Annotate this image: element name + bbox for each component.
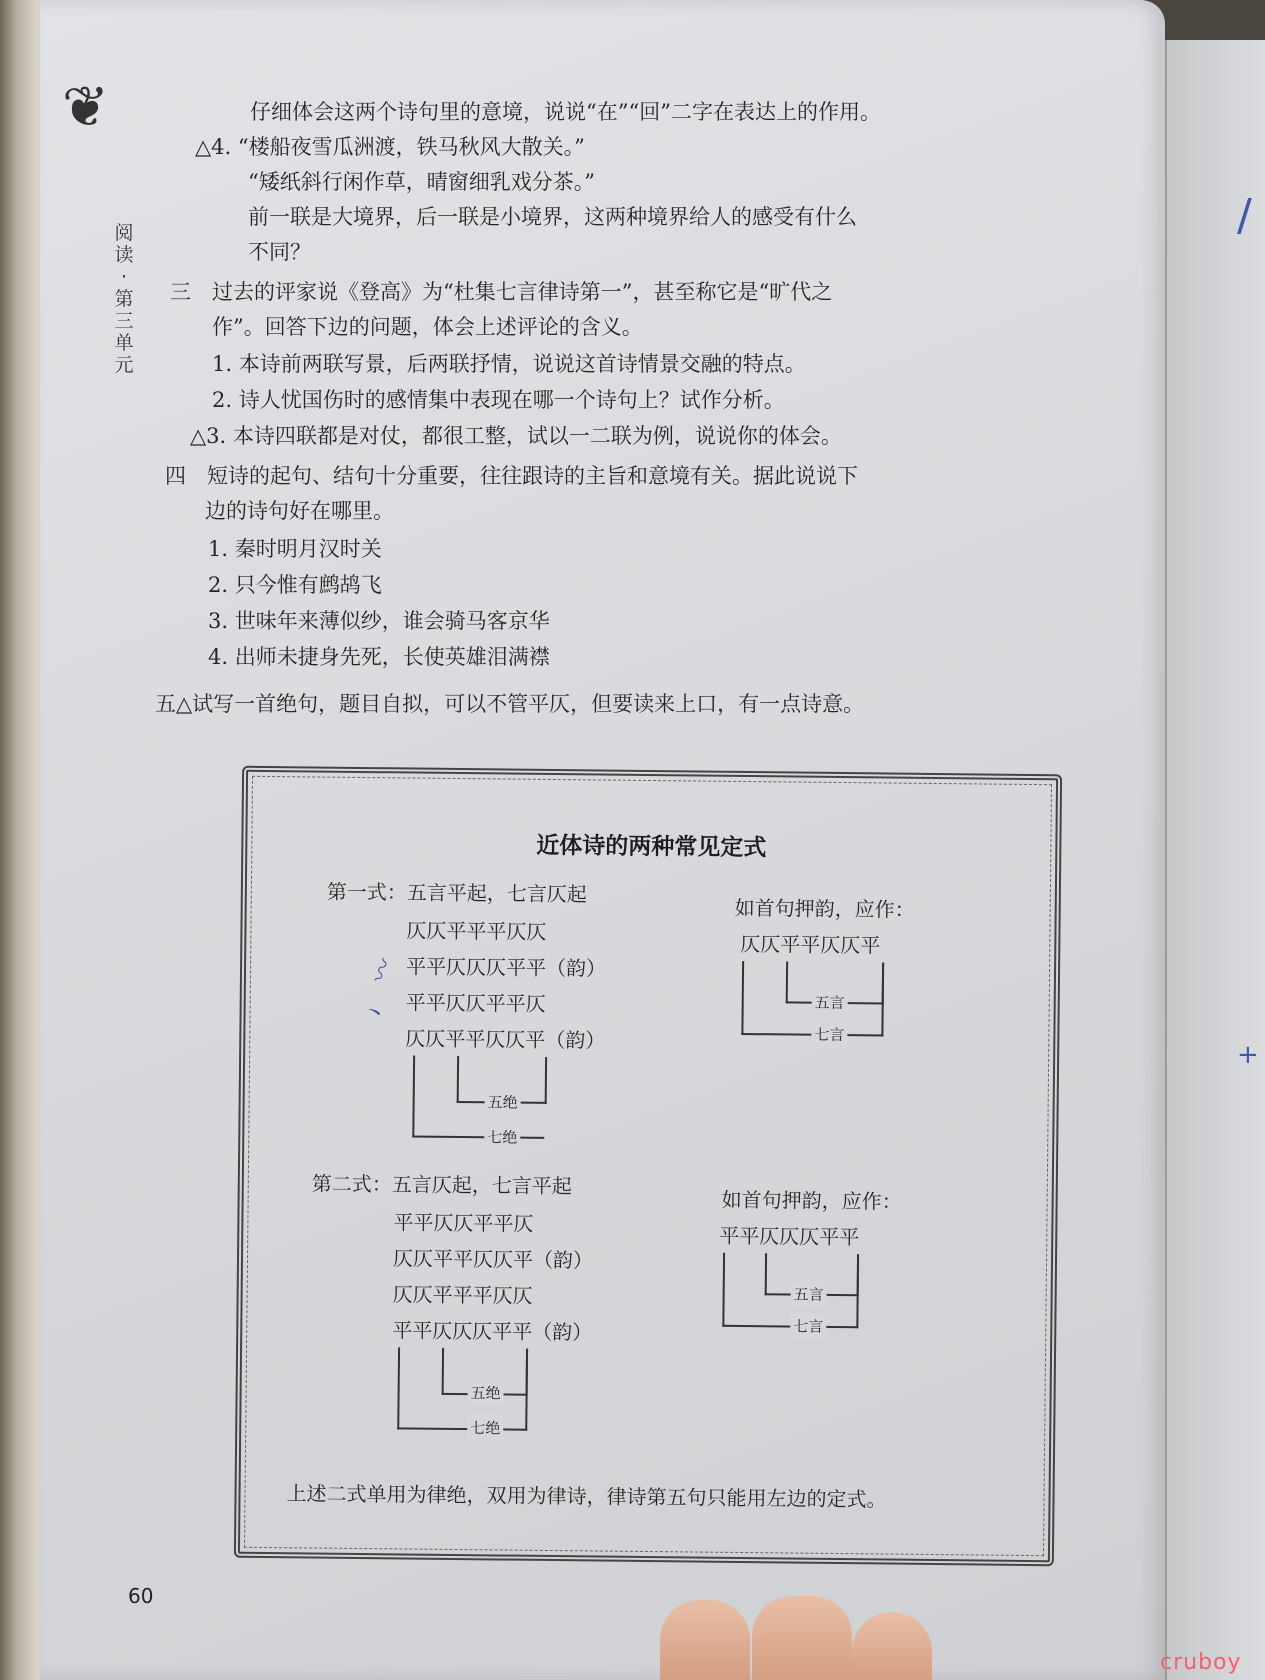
form2-bracket-outer-label: 七绝 — [467, 1415, 503, 1441]
adjacent-page-edge — [1165, 40, 1265, 1680]
form1-alt-line: 仄仄平平仄仄平 — [740, 931, 881, 958]
text-line: △3. 本诗四联都是对仗，都很工整，试以一二联为例，说说你的体会。 — [190, 424, 842, 448]
watermark: cruboy — [1160, 1650, 1242, 1675]
finger-thumb — [660, 1600, 750, 1680]
form1-line: 仄仄平平仄仄平（韵） — [405, 1026, 606, 1053]
handwritten-mark: 丶 — [358, 996, 391, 1032]
form1-alt-inner-label: 五言 — [812, 990, 848, 1016]
text-line: △4. “楼船夜雪瓜洲渡，铁马秋风大散关。” — [195, 135, 585, 159]
form1-alt-heading: 如首句押韵，应作： — [734, 895, 915, 922]
text-line: 1. 秦时明月汉时关 — [208, 537, 382, 561]
form1-alt-outer-label: 七言 — [811, 1022, 847, 1048]
form2-line: 平平仄仄仄平平（韵） — [392, 1318, 593, 1345]
form2-alt-line: 平平仄仄仄平平 — [719, 1223, 860, 1250]
info-box-title: 近体诗的两种常见定式 — [536, 832, 767, 862]
handwritten-mark: 〰 — [365, 954, 400, 987]
text-line: “矮纸斜行闲作草，晴窗细乳戏分茶。” — [248, 170, 595, 194]
form2-alt-heading: 如首句押韵，应作： — [721, 1187, 902, 1214]
text-line: 3. 世味年来薄似纱，谁会骑马客京华 — [208, 609, 550, 633]
text-line: 1. 本诗前两联写景，后两联抒情，说说这首诗情景交融的特点。 — [212, 352, 806, 376]
text-line: 不同？ — [248, 240, 311, 264]
form2-alt-inner-label: 五言 — [791, 1282, 827, 1308]
text-line: 作”。回答下边的问题，体会上述评论的含义。 — [212, 315, 643, 339]
form1-line: 平平仄仄平平仄 — [405, 990, 546, 1016]
text-line: 三 过去的评家说《登高》为“杜集七言律诗第一”，甚至称它是“旷代之 — [170, 280, 833, 304]
info-box-frame — [234, 766, 1062, 1567]
text-line: 4. 出师未捷身先死，长使英雄泪满襟 — [208, 645, 550, 669]
finger-thumb — [752, 1596, 852, 1680]
unit-vertical-label: 阅读·第三单元 — [114, 222, 134, 376]
form2-line: 平平仄仄平平仄 — [393, 1210, 534, 1236]
form1-bracket-inner-label: 五绝 — [485, 1089, 521, 1115]
page-number: 60 — [128, 1584, 154, 1608]
text-line: 五△试写一首绝句，题目自拟，可以不管平仄，但要读来上口，有一点诗意。 — [155, 692, 865, 716]
text-line: 四 短诗的起句、结句十分重要，往往跟诗的主旨和意境有关。据此说说下 — [165, 464, 858, 488]
form2-bracket-inner-label: 五绝 — [467, 1380, 503, 1406]
text-line: 前一联是大境界，后一联是小境界，这两种境界给人的感受有什么 — [248, 205, 857, 229]
pen-mark: / — [1237, 190, 1252, 241]
info-box-footer: 上述二式单用为律绝，双用为律诗，律诗第五句只能用左边的定式。 — [286, 1481, 887, 1512]
form1-heading: 第一式：五言平起，七言仄起 — [326, 879, 587, 907]
text-line: 边的诗句好在哪里。 — [205, 499, 394, 523]
form2-line: 仄仄平平平仄仄 — [392, 1282, 533, 1308]
form2-line: 仄仄平平仄仄平（韵） — [392, 1246, 594, 1273]
form1-line: 仄仄平平平仄仄 — [406, 918, 547, 944]
form1-bracket-outer-label: 七绝 — [484, 1124, 520, 1150]
text-line: 2. 只今惟有鹧鸪飞 — [208, 573, 382, 597]
pen-mark: + — [1237, 1040, 1259, 1070]
text-line: 2. 诗人忧国伤时的感情集中表现在哪一个诗句上？试作分析。 — [212, 388, 785, 412]
form2-alt-outer-label: 七言 — [790, 1313, 826, 1339]
decorative-ornament-icon: ❦ — [62, 75, 109, 140]
text-line: 仔细体会这两个诗句里的意境，说说“在”“回”二字在表达上的作用。 — [250, 100, 881, 124]
form2-heading: 第二式：五言仄起，七言平起 — [311, 1171, 572, 1199]
form1-line: 平平仄仄仄平平（韵） — [405, 954, 607, 981]
